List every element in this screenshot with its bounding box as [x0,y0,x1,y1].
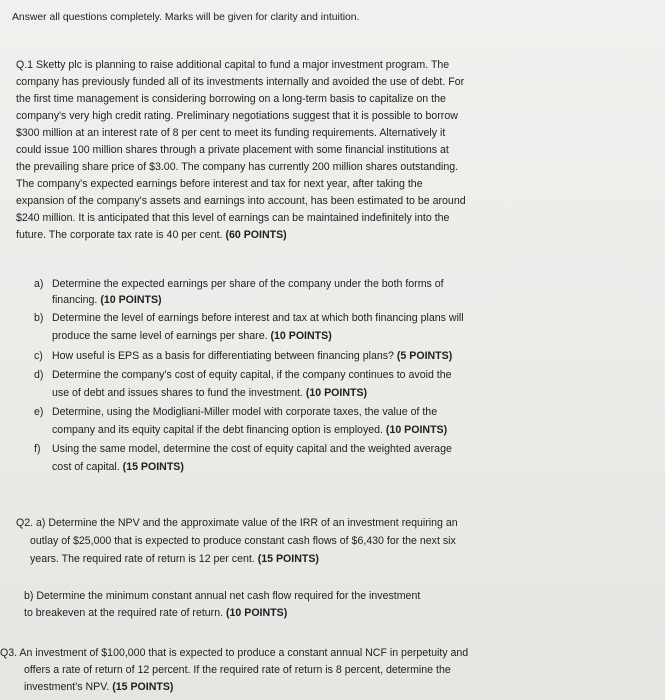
part-letter: e) [34,406,44,418]
part-a-points: (10 POINTS) [100,294,162,306]
part-letter: a) [34,278,44,290]
part-d-points: (10 POINTS) [305,387,368,399]
q1-line: Q.1 Sketty plc is planning to raise additional capital to fund a major investment program. The [16,59,450,71]
part-f-line: Using the same model, determine the cost of equity capital and the weighted average [52,443,452,455]
part-f-points: (15 POINTS) [122,461,184,473]
q2-line: outlay of $25,000 that is expected to produce constant cash flows of $6,430 for the next six [30,535,456,547]
q1-points: (60 POINTS) [225,229,287,241]
q3-points: (15 POINTS) [112,681,174,693]
q1-line: expansion of the company's assets and earnings into account, has been estimated to be around [16,195,466,207]
q1-last-text: future. The corporate tax rate is 40 per cent. [16,229,223,241]
part-c-points: (5 POINTS) [396,350,453,362]
part-e-points: (10 POINTS) [385,424,448,436]
part-f-tail-text: cost of capital. [52,461,120,473]
q1-line: the prevailing share price of $3.00. The company has currently 200 million shares outstanding. [16,161,459,173]
q3-tail [24,681,173,694]
q2-a-points: (15 POINTS) [257,553,319,565]
q1-line: the first time management is considering borrowing on a long-term basis to capitalize on the [16,93,446,105]
q1-line: could issue 100 million shares through a private placement with some financial institutions at [16,144,449,156]
q1-last-line [16,229,287,242]
q3-tail-text: investment's NPV. [24,681,110,693]
part-d-tail [52,387,367,400]
q2-line: Q2. a) Determine the NPV and the approximate value of the IRR of an investment requiring an [16,517,458,529]
q1-line: The company's expected earnings before interest and tax for next year, after taking the [16,178,423,190]
q2-a-tail [30,553,319,566]
q3-line: Q3. An investment of $100,000 that is expected to produce a constant annual NCF in perpetuity and [0,647,469,659]
part-d-tail-text: use of debt and issues shares to fund the investment. [52,387,303,399]
part-a-tail-text: financing. [52,294,98,306]
q2-b-tail-text: to breakeven at the required rate of return. [24,607,224,619]
part-a-line: Determine the expected earnings per share of the company under the both forms of [52,278,444,290]
part-letter: f) [34,443,41,455]
part-b-tail [52,330,332,343]
q2-b-points: (10 POINTS) [226,607,288,619]
q1-line: company has previously funded all of its investments internally and avoided the use of debt. For [16,76,465,88]
part-letter: b) [34,312,44,324]
part-a-tail [52,294,162,307]
q1-line: $240 million. It is anticipated that this level of earnings can be maintained indefinitely into the [16,212,450,224]
part-letter: c) [34,350,43,362]
part-e-line: Determine, using the Modigliani-Miller model with corporate taxes, the value of the [52,406,438,418]
part-b-points: (10 POINTS) [270,330,332,342]
q2-b-line: b) Determine the minimum constant annual net cash flow required for the investment [24,590,421,602]
q1-line: $300 million at an interest rate of 8 per cent to meet its funding requirements. Alternatively it [16,127,446,139]
instructions-line: Answer all questions completely. Marks will be given for clarity and intuition. [12,12,360,23]
part-c-line [52,350,452,363]
part-letter: d) [34,369,44,381]
q2-a-tail-text: years. The required rate of return is 12 per cent. [30,553,255,565]
q2-b-tail [24,607,287,620]
part-b-tail-text: produce the same level of earnings per share. [52,330,268,342]
part-d-line: Determine the company's cost of equity capital, if the company continues to avoid the [52,369,452,381]
part-b-line: Determine the level of earnings before interest and tax at which both financing plans will [52,312,464,324]
part-f-tail [52,461,184,474]
part-e-tail-text: company and its equity capital if the debt financing option is employed. [52,424,383,436]
q3-line: offers a rate of return of 12 percent. If the required rate of return is 8 percent, determine the [24,664,451,676]
part-e-tail [52,424,447,437]
part-c-text: How useful is EPS as a basis for differentiating between financing plans? [52,350,394,362]
q1-line: company's very high credit rating. Preliminary negotiations suggest that it is possible to borrow [16,110,458,122]
